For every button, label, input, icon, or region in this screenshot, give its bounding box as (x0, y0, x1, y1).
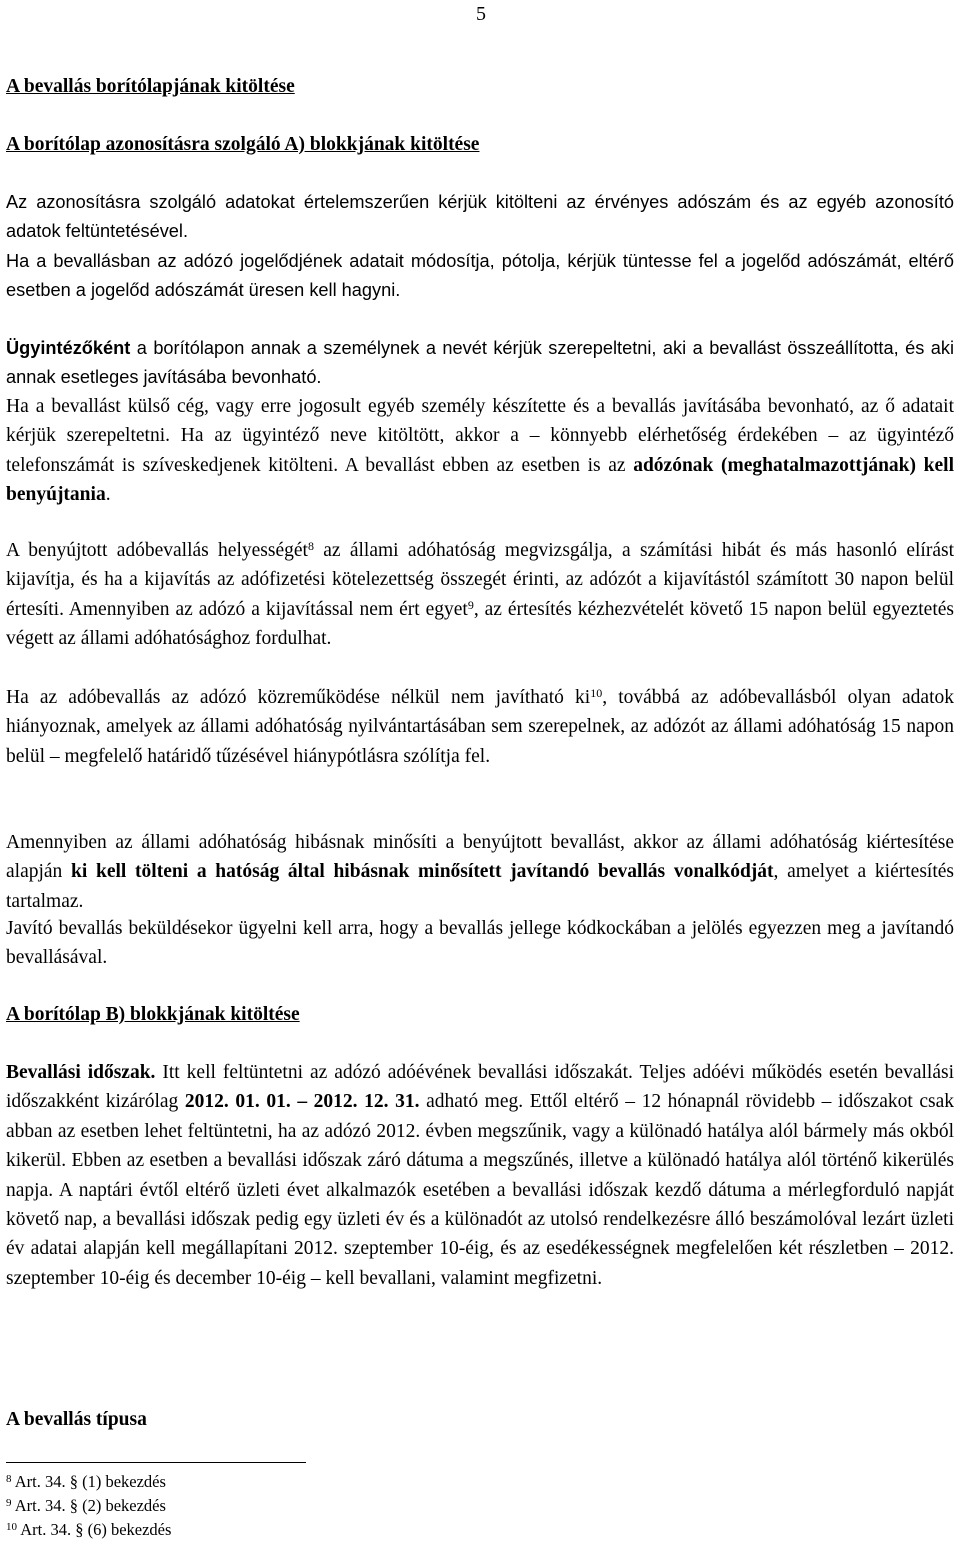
footnote-9: $^9$ Art. 34. § (2) bekezdés (6, 1496, 166, 1515)
footnote-ref-10: 10 (590, 686, 603, 700)
footnote-10: $^{10}$ Art. 34. § (6) bekezdés (6, 1520, 172, 1539)
footnote-ref-8: 8 (307, 539, 314, 553)
footnote-ref-9: 9 (467, 597, 474, 612)
heading-block-a: A borítólap azonosításra szolgáló A) blokkjának kitöltése (6, 134, 480, 155)
footnote-8: $^8$ Art. 34. § (1) bekezdés (6, 1472, 166, 1491)
footnotes (6, 1470, 171, 1542)
paragraph-predecessor: Ha a bevallásban az adózó jogelődjének adatait módosítja, pótolja, kérjük tüntesse fel a jogelőd adószámát, eltérő esetben a jogelőd adószámát üresen kell hagyni. (6, 251, 954, 301)
paragraph-external-company: Ha a bevallást külső cég, vagy erre jogosult egyéb személy készítette és a bevallás javításába bevonható, az ő adatait kérjük szerepeltetni. Ha az ügyintéző neve kitöltött, akkor a – könnyebb elérhetőség érdekében – az ügyintéző telefonszámát is szíveskedjenek kitölteni. A bevallást ebben az esetben is az adózónak (meghatalmazottjának) kell benyújtania. (6, 396, 954, 506)
paragraph-corrective-return: Javító bevallás beküldésekor ügyelni kell arra, hogy a bevallás jellege kódkockában a jelölés egyezzen meg a javítandó bevallásával. (6, 918, 954, 969)
paragraph-faulty-return: Amennyiben az állami adóhatóság hibásnak minősíti a benyújtott bevallást, akkor az állami adóhatóság kiértesítése alapján ki kell tölteni a hatóság által hibásnak minősített javítandó bevallás vonalkódját, amelyet a kiértesítés tartalmaz. (6, 832, 954, 912)
heading-return-type: A bevallás típusa (6, 1409, 147, 1430)
footnote-separator (6, 1462, 306, 1463)
paragraph-missing-data: Ha az adóbevallás az adózó közreműködése nélkül nem javítható $ki^{10}$, továbbá az adóbevallásból olyan adatok hiányoznak, amelyek az állami adóhatóság nyilvántartásában sem szerepelnek, az adózót az állami adóhatóság 15 napon belül – megfelelő határidő tűzésével hiánypótlásra szólítja fel. (6, 686, 954, 767)
paragraph-administrator: Ügyintézőként a borítólapon annak a személynek a nevét kérjük szerepeltetni, aki a bevallást összeállította, és aki annak esetleges javításába bevonható. (6, 338, 954, 388)
paragraph-filing-period: Bevallási időszak. Itt kell feltüntetni az adózó adóévének bevallási időszakát. Teljes adóévi működés esetén bevallási időszakként kizárólag 2012. 01. 01. – 2012. 12. 31. adható meg. Ettől eltérő – 12 hónapnál rövidebb – időszakot csak abban az esetben lehet feltüntetni, ha az adózó 2012. évben megszűnik, vagy a különadó hatálya alól bármely más okból kikerül. Ebben az esetben a bevallási időszak záró dátuma a megszűnés, illetve a különadó hatálya alól történő kikerülés napja. A naptári évtől eltérő üzleti évet alkalmazók esetében a bevallási időszak kezdő dátuma a mérlegforduló napját követő nap, a bevallási időszak pedig egy üzleti év és a különadót az utolsó rendelkezésre álló beszámolóval lezárt üzleti év adatai alapján kell megállapítani 2012. szeptember 10-éig, és az esedékességnek megfelelően két részletben – 2012. szeptember 10-éig és december 10-éig – kell bevallani, valamint megfizetni. (6, 1062, 955, 1289)
heading-block-b: A borítólap B) blokkjának kitöltése (6, 1004, 300, 1025)
paragraph-identification: Az azonosításra szolgáló adatokat értelemszerűen kérjük kitölteni az érvényes adószám és az egyéb azonosító adatok feltüntetésével. (6, 192, 954, 242)
heading-cover-page: A bevallás borítólapjának kitöltése (6, 76, 295, 97)
paragraph-correction: A benyújtott adóbevallás helyességét$^8$ az állami adóhatóság megvizsgálja, a számítási hibát és más hasonló elírást kijavítja, és ha a kijavítás az adófizetési kötelezettség összegét érinti, az adózót a kijavítástól számított 30 napon belül értesíti. Amennyiben az adózó a kijavítással nem ért egyet$^9$, az értesítés kézhezvételét követő 15 napon belül egyeztetés végett az állami adóhatósághoz fordulhat. (6, 539, 954, 650)
page-number: 5 (476, 3, 486, 25)
